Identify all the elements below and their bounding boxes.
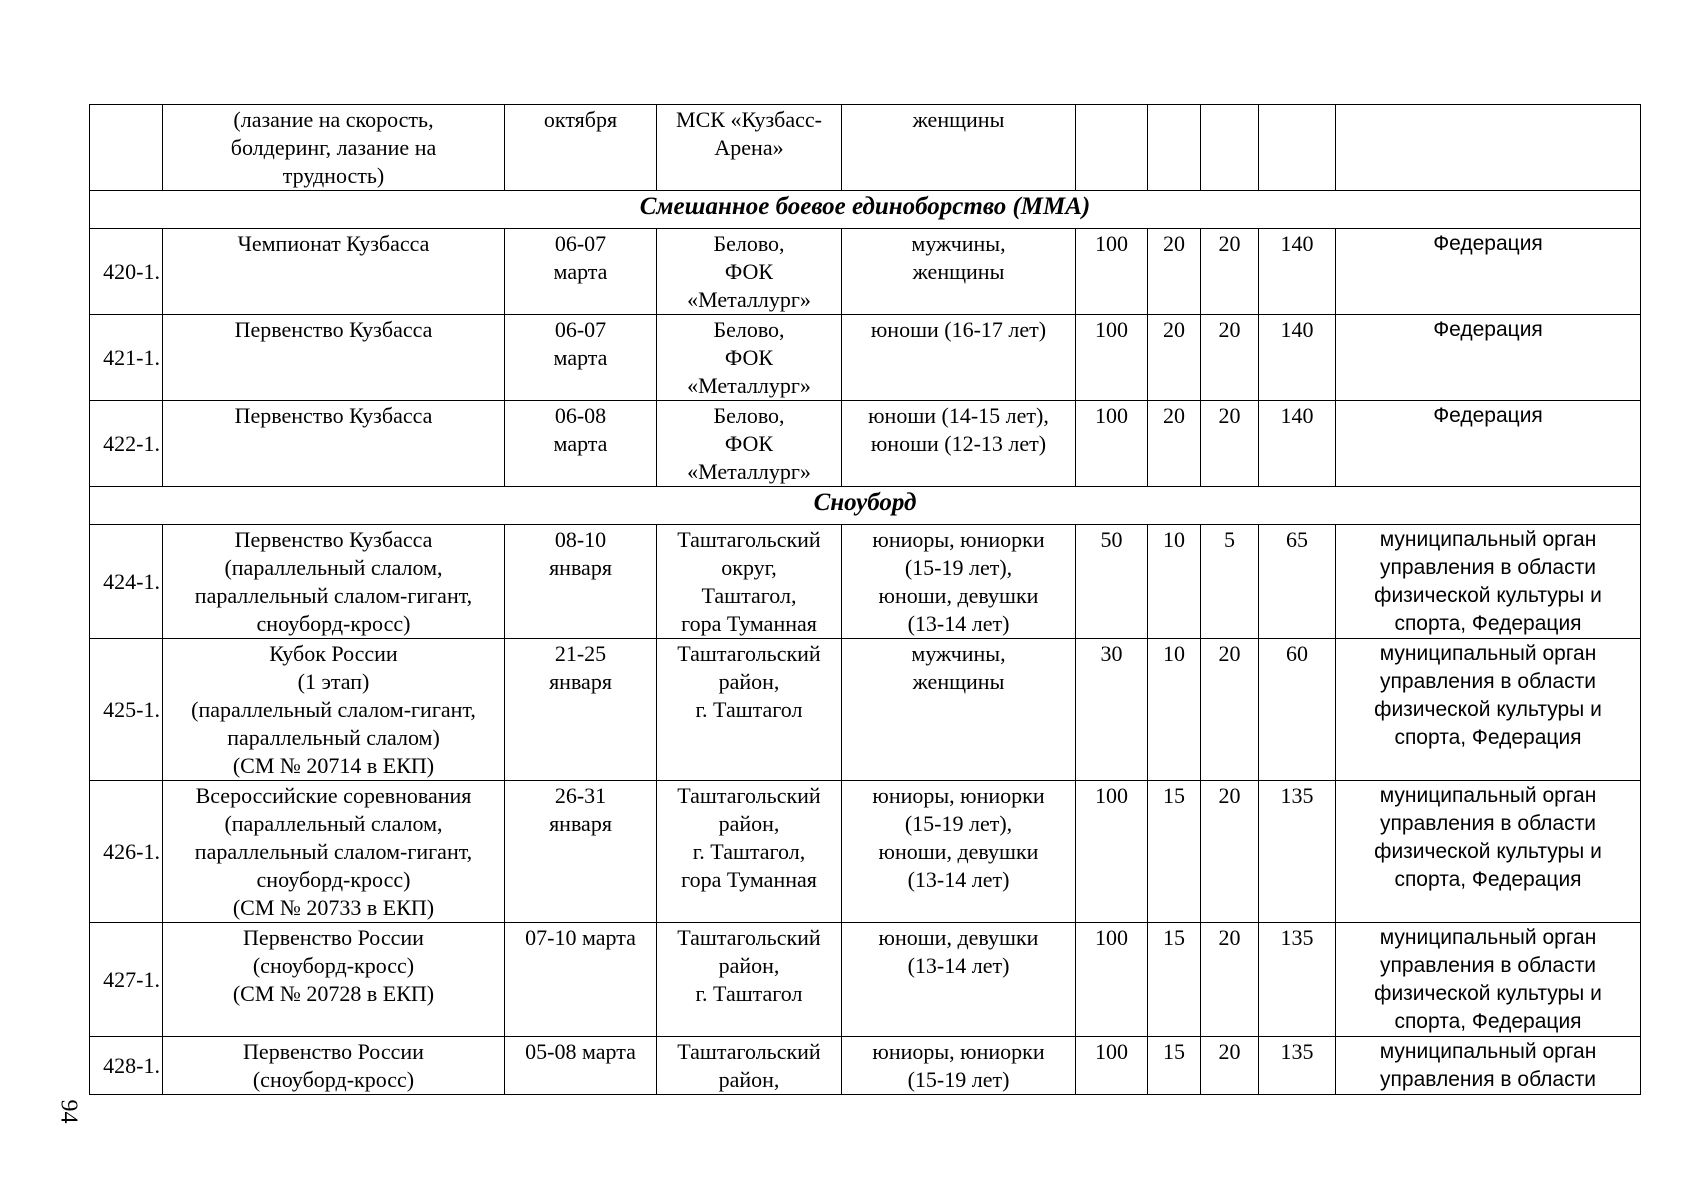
participants: юниоры, юниорки (15-19 лет), юноши, девушки (13-14 лет) (842, 781, 1076, 923)
count-3: 20 (1201, 923, 1259, 1037)
count-1: 100 (1076, 229, 1148, 315)
count-1: 100 (1076, 923, 1148, 1037)
row-number: 421-1. (90, 315, 163, 401)
row-number: 425-1. (90, 639, 163, 781)
count-3: 20 (1201, 781, 1259, 923)
table-row (90, 401, 1641, 487)
event-name: Первенство Кузбасса (163, 401, 505, 487)
event-dates: 06-08 марта (505, 401, 657, 487)
row-number: 420-1. (90, 229, 163, 315)
event-name: Первенство России (сноуборд-кросс) (163, 1037, 505, 1095)
participants: мужчины, женщины (842, 639, 1076, 781)
count-total: 60 (1259, 639, 1336, 781)
event-place: Белово, ФОК «Металлург» (657, 401, 842, 487)
count-2: 20 (1148, 229, 1201, 315)
event-name: Кубок России (1 этап) (параллельный слалом-гигант, параллельный слалом) (СМ № 20714 в ЕКП) (163, 639, 505, 781)
count-2: 15 (1148, 1037, 1201, 1095)
count-2: 15 (1148, 781, 1201, 923)
participants: мужчины, женщины (842, 229, 1076, 315)
count-total: 140 (1259, 229, 1336, 315)
organizer: Федерация (1336, 401, 1641, 487)
events-table (89, 104, 1641, 1095)
row-number: 428-1. (90, 1037, 163, 1095)
count-total: 140 (1259, 315, 1336, 401)
event-dates: 26-31 января (505, 781, 657, 923)
table-row (90, 315, 1641, 401)
event-name: Всероссийские соревнования (параллельный слалом, параллельный слалом-гигант, сноуборд-кросс) (СМ № 20733 в ЕКП) (163, 781, 505, 923)
row-number: 424-1. (90, 525, 163, 639)
row-number: 422-1. (90, 401, 163, 487)
event-place: Таштагольский район, г. Таштагол (657, 923, 842, 1037)
event-dates: 08-10 января (505, 525, 657, 639)
table-row (90, 1037, 1641, 1095)
count-3: 5 (1201, 525, 1259, 639)
count-3: 20 (1201, 1037, 1259, 1095)
event-dates: 06-07 марта (505, 315, 657, 401)
table-row (90, 229, 1641, 315)
table-row (90, 923, 1641, 1037)
row-number: 426-1. (90, 781, 163, 923)
count-total: 65 (1259, 525, 1336, 639)
event-dates: 06-07 марта (505, 229, 657, 315)
event-place: МСК «Кузбасс- Арена» (657, 105, 842, 191)
organizer: муниципальный орган управления в области физической культуры и спорта, Федерация (1336, 525, 1641, 639)
organizer: Федерация (1336, 229, 1641, 315)
participants: юноши (14-15 лет), юноши (12-13 лет) (842, 401, 1076, 487)
row-number (90, 105, 163, 191)
count-total: 135 (1259, 781, 1336, 923)
table-row (90, 639, 1641, 781)
count-1: 100 (1076, 1037, 1148, 1095)
event-dates: октября (505, 105, 657, 191)
count-3 (1201, 105, 1259, 191)
event-name: Первенство Кузбасса (параллельный слалом, параллельный слалом-гигант, сноуборд-кросс) (163, 525, 505, 639)
event-place: Таштагольский район, г. Таштагол (657, 639, 842, 781)
events-table-body (90, 105, 1641, 1095)
event-dates: 21-25 января (505, 639, 657, 781)
event-place: Таштагольский округ, Таштагол, гора Туманная (657, 525, 842, 639)
organizer: муниципальный орган управления в области физической культуры и спорта, Федерация (1336, 923, 1641, 1037)
participants: юниоры, юниорки (15-19 лет), юноши, девушки (13-14 лет) (842, 525, 1076, 639)
event-name: (лазание на скорость, болдеринг, лазание на трудность) (163, 105, 505, 191)
participants: юноши, девушки (13-14 лет) (842, 923, 1076, 1037)
count-1 (1076, 105, 1148, 191)
organizer (1336, 105, 1641, 191)
count-2 (1148, 105, 1201, 191)
count-3: 20 (1201, 401, 1259, 487)
table-row (90, 781, 1641, 923)
count-total: 135 (1259, 1037, 1336, 1095)
page-number: 94 (55, 1099, 82, 1124)
count-1: 50 (1076, 525, 1148, 639)
table-row (90, 525, 1641, 639)
event-place: Таштагольский район, (657, 1037, 842, 1095)
count-total: 140 (1259, 401, 1336, 487)
count-3: 20 (1201, 229, 1259, 315)
section-title: Смешанное боевое единоборство (ММА) (90, 191, 1641, 229)
count-2: 20 (1148, 315, 1201, 401)
count-2: 10 (1148, 639, 1201, 781)
participants: женщины (842, 105, 1076, 191)
count-1: 30 (1076, 639, 1148, 781)
count-3: 20 (1201, 315, 1259, 401)
event-dates: 07-10 марта (505, 923, 657, 1037)
count-total: 135 (1259, 923, 1336, 1037)
organizer: Федерация (1336, 315, 1641, 401)
section-header-row (90, 487, 1641, 525)
event-place: Таштагольский район, г. Таштагол, гора Туманная (657, 781, 842, 923)
event-place: Белово, ФОК «Металлург» (657, 315, 842, 401)
section-header-row (90, 191, 1641, 229)
count-1: 100 (1076, 315, 1148, 401)
section-title: Сноуборд (90, 487, 1641, 525)
count-3: 20 (1201, 639, 1259, 781)
table-row (90, 105, 1641, 191)
event-name: Первенство России (сноуборд-кросс) (СМ № 20728 в ЕКП) (163, 923, 505, 1037)
count-2: 20 (1148, 401, 1201, 487)
organizer: муниципальный орган управления в области физической культуры и спорта, Федерация (1336, 639, 1641, 781)
count-2: 15 (1148, 923, 1201, 1037)
event-place: Белово, ФОК «Металлург» (657, 229, 842, 315)
participants: юноши (16-17 лет) (842, 315, 1076, 401)
count-1: 100 (1076, 781, 1148, 923)
organizer: муниципальный орган управления в области физической культуры и спорта, Федерация (1336, 781, 1641, 923)
organizer: муниципальный орган управления в области (1336, 1037, 1641, 1095)
participants: юниоры, юниорки (15-19 лет) (842, 1037, 1076, 1095)
event-dates: 05-08 марта (505, 1037, 657, 1095)
count-2: 10 (1148, 525, 1201, 639)
row-number: 427-1. (90, 923, 163, 1037)
count-total (1259, 105, 1336, 191)
count-1: 100 (1076, 401, 1148, 487)
event-name: Чемпионат Кузбасса (163, 229, 505, 315)
event-name: Первенство Кузбасса (163, 315, 505, 401)
